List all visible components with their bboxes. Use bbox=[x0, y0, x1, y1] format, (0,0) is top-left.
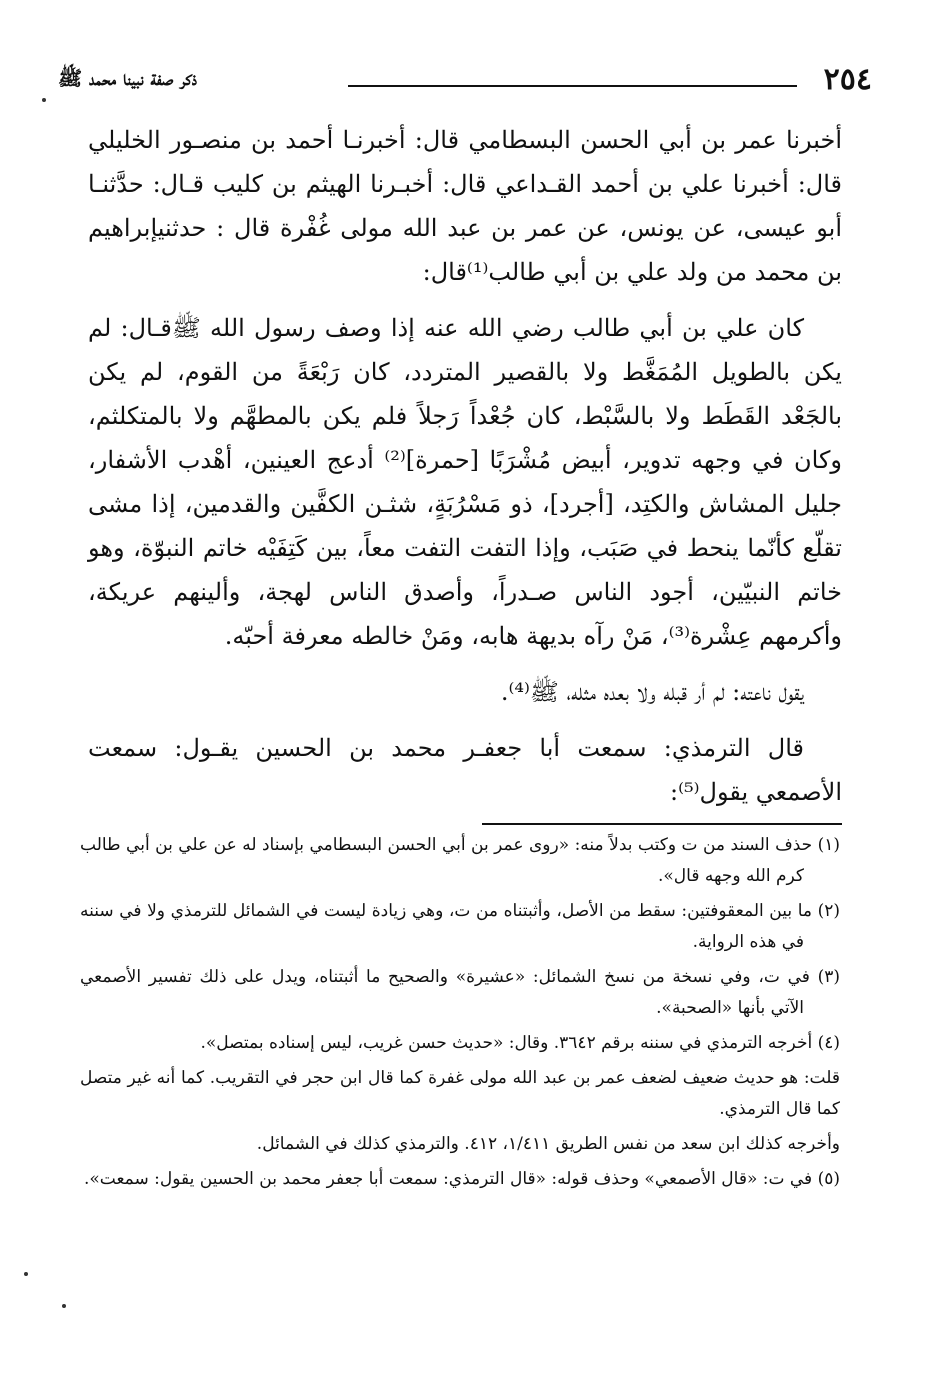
header-rule bbox=[348, 85, 797, 87]
footnote-5: (٥) في ت: «قال الأصمعي» وحذف قوله: «قال الترمذي: سمعت أبا جعفر محمد بن الحسين يقول: سمعت». bbox=[83, 1169, 840, 1189]
scan-speck bbox=[42, 98, 46, 102]
tirmidhi-paragraph: قال الترمذي: سمعت أبا جعفـر محمد بن الحسين يقـول: سمعت الأصمعي يقول⁽⁵⁾: bbox=[88, 734, 842, 806]
footnotes bbox=[80, 830, 840, 1199]
page-header bbox=[58, 62, 872, 102]
main-text bbox=[88, 118, 842, 826]
running-title: ذكر صفة نبينا محمد ﷺ bbox=[58, 66, 197, 90]
page-number: ٢٥٤ bbox=[823, 62, 872, 97]
footnote-2: (٢) ما بين المعقوفتين: سقط من الأصل، وأثبتناه من ت، وهي زيادة ليست في الشمائل للترمذي ولا في سننه في هذه الرواية. bbox=[80, 901, 840, 952]
footnote-separator bbox=[482, 823, 842, 825]
isnad-paragraph: أخبرنا عمر بن أبي الحسن البسطامي قال: أخبرنـا أحمد بن منصـور الخليلي قال: أخبرنا علي بن أحمد القـداعي قال: أخبـرنا الهيثم بن كليب قـال: حدَّثنـا أبو عيسى، عن يونس، عن عمر بن عبد الله مولى غُفْرة قال : حدثنيإبراهيم بن محمد من ولد علي بن أبي طالب⁽¹⁾قال: bbox=[88, 126, 842, 286]
footnote-4: (٤) أخرجه الترمذي في سننه برقم ٣٦٤٢. وقال: «حديث حسن غريب، ليس إسناده بمتصل». bbox=[200, 1033, 840, 1053]
footnote-1: (١) حذف السند من ت وكتب بدلاً منه: «روى عمر بن أبي الحسن البسطامي بإسناد له عن علي بن أبي طالب كرم الله وجهه قال». bbox=[80, 835, 840, 886]
description-paragraph: كان علي بن أبي طالب رضي الله عنه إذا وصف رسول الله ﷺقـال: لم يكن بالطويل المُمَغَّط ولا بالقصير المتردد، كان رَبْعَةً من القوم، لم يكن بالجَعْد القَطَط ولا بالسَّبْط، كان جُعْداً رَجلاً فلم يكن بالمطهَّم ولا بالمتكلثم، وكان في وجهه تدوير، أبيض مُشْرَبًا [حمرة]⁽²⁾ أدعج العينين، أهْدب الأشفار، جليل المشاش والكتِد، [أجرد]، ذو مَسْرُبَةٍ، شثـن الكفَّين والقدمين، إذا مشى تقلّع كأنّما ينحط في صَبَب، وإذا التفت التفت معاً، بين كَتِفَيْه خاتم النبوّة، وهو خاتم النبيّين، أجود الناس صـدراً، وأصدق الناس لهجة، وألينهم عريكة، وأكرمهم عِشْرة⁽³⁾، مَنْ رآه بديهة هابه، ومَنْ خالطه معرفة أحبّه. bbox=[88, 314, 842, 650]
footnote-4-extra: وأخرجه كذلك ابن سعد من نفس الطريق ١/٤١١، ٤١٢. والترمذي كذلك في الشمائل. bbox=[256, 1134, 840, 1154]
footnote-4-comment: قلت: هو حديث ضعيف لضعف عمر بن عبد الله مولى غفرة كما قال ابن حجر في التقريب. كما أنه غير متصل كما قال الترمذي. bbox=[80, 1068, 840, 1119]
footnote-3: (٣) في ت، وفي نسخة من نسخ الشمائل: «عشيرة» والصحيح ما أثبتناه، ويدل على ذلك تفسير الأصمعي الآتي بأنها «الصحبة». bbox=[80, 967, 840, 1018]
narrator-remark-paragraph: يقول ناعته: لم أر قبله ولا بعده مثله، ﷺ⁽⁴⁾. bbox=[500, 678, 804, 706]
scan-speck bbox=[62, 1304, 66, 1308]
scan-speck bbox=[24, 1272, 28, 1276]
